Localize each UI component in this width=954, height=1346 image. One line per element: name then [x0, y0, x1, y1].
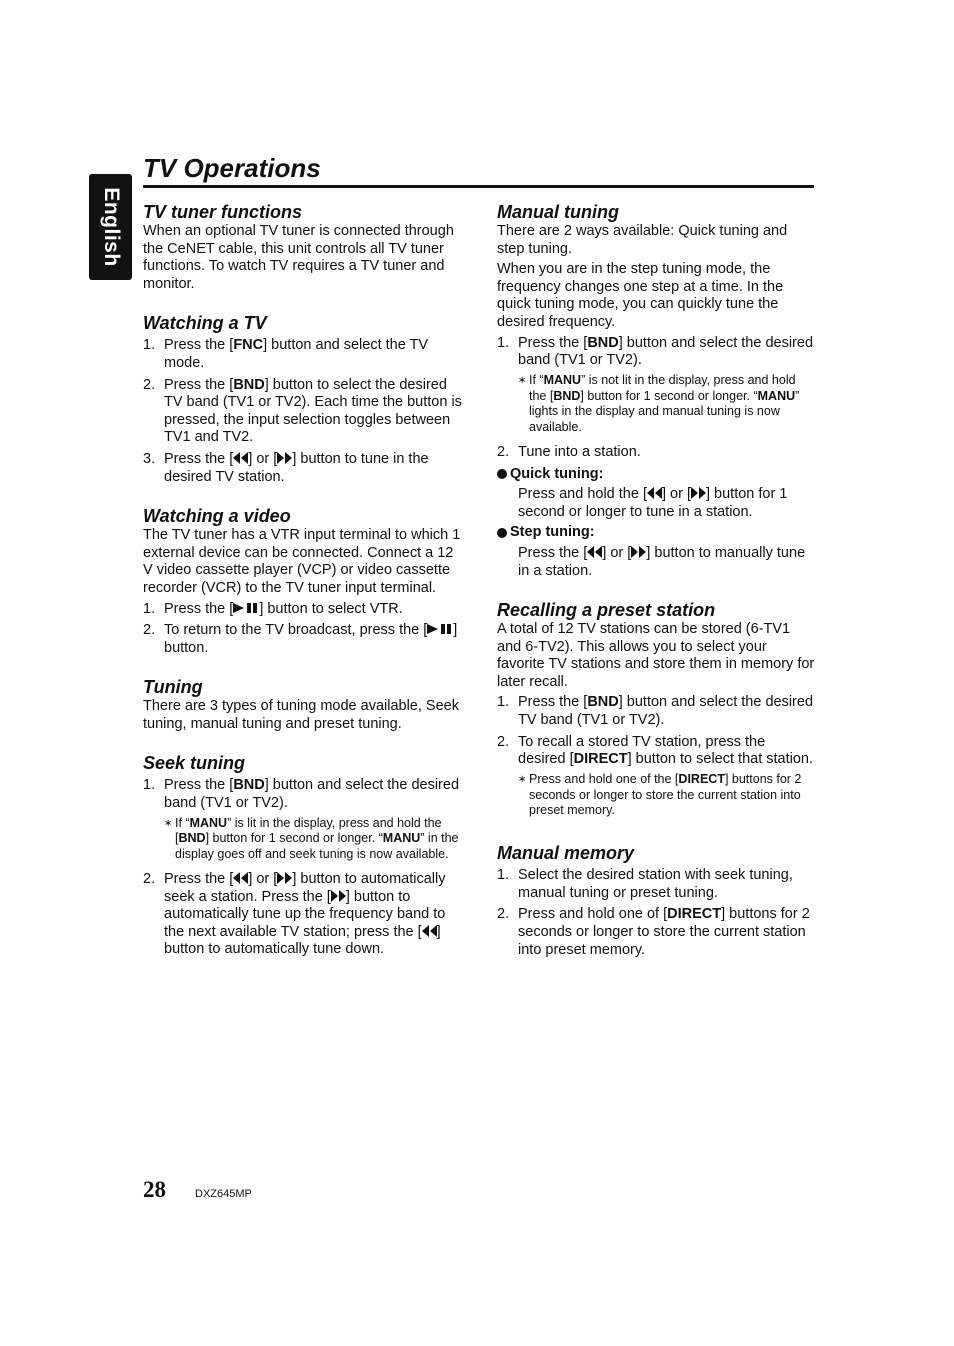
text: ] buttons for 2 seconds or longer to store the current station into preset memory.	[518, 906, 810, 958]
text: ] or [	[248, 871, 278, 888]
manu-indicator-label: MANU	[382, 831, 421, 846]
list-item	[497, 694, 815, 729]
section-body: There are 2 ways available: Quick tuning and step tuning.	[497, 223, 788, 257]
item-number: 3.	[143, 450, 156, 467]
item-number: 1.	[497, 334, 510, 351]
fast-forward-icon	[331, 890, 346, 902]
text: Press the [	[518, 334, 588, 351]
note-marker: ∗	[518, 374, 527, 386]
bnd-key-label: BND	[553, 388, 581, 403]
section-heading: Watching a TV	[143, 313, 267, 334]
list-item	[143, 622, 463, 657]
text: To recall a stored TV station, press the desired [	[518, 733, 766, 768]
direct-key-label: DIRECT	[573, 751, 628, 768]
section-tv-tuner-functions	[143, 201, 463, 293]
note	[164, 816, 463, 863]
text: Press the [	[164, 600, 234, 617]
text: Press and hold one of the [	[529, 771, 679, 786]
play-pause-icon	[427, 623, 453, 635]
section-body: There are 3 types of tuning mode available, Seek tuning, manual tuning and preset tuning.	[143, 698, 459, 732]
note	[518, 373, 815, 436]
text: ] button for 1 second or longer to tune in a station.	[518, 486, 788, 520]
text: ” is not lit in the display, press and hold the [	[529, 372, 796, 403]
note-marker: ∗	[164, 817, 173, 829]
text: If “	[529, 372, 544, 387]
text: ] or [	[661, 486, 691, 503]
text: Select the desired station with seek tuning, manual tuning or preset tuning.	[518, 867, 793, 901]
text: Step tuning:	[510, 524, 595, 541]
text: Press the [	[164, 450, 234, 467]
section-body: When you are in the step tuning mode, the frequency changes one step at a time. In the quick tuning mode, you can quickly tune the desired frequency.	[497, 261, 784, 330]
text: ] button and select the desired TV band (TV1 or TV2).	[518, 694, 814, 729]
fnc-key-label: FNC	[233, 337, 264, 354]
manu-indicator-label: MANU	[189, 815, 228, 830]
text: ] button to automatically seek a station. Press the [	[164, 871, 446, 905]
item-number: 1.	[143, 777, 156, 794]
list-item	[497, 734, 815, 824]
bnd-key-label: BND	[233, 777, 265, 794]
text: ] button and select the desired band (TV1 or TV2).	[518, 334, 814, 369]
manu-indicator-label: MANU	[543, 372, 582, 387]
note	[518, 772, 815, 819]
text: ” is lit in the display, press and hold the [	[175, 815, 442, 846]
bnd-key-label: BND	[587, 694, 619, 711]
section-manual-memory	[497, 842, 815, 959]
text: To return to the TV broadcast, press the [	[164, 622, 428, 639]
play-pause-icon	[233, 602, 259, 614]
list-item	[143, 377, 463, 447]
text: ] or [	[602, 544, 632, 561]
item-number: 2.	[143, 871, 156, 888]
language-tab-label: English	[99, 187, 123, 267]
text: ] button to select the desired TV band (TV1 or TV2). Each time the button is pressed, the input selection toggles between TV1 and TV2.	[164, 376, 462, 446]
text: ] button and select the TV mode.	[164, 337, 429, 371]
page-title: TV Operations	[143, 153, 321, 183]
text: Quick tuning:	[510, 465, 604, 482]
rewind-icon	[647, 487, 662, 499]
text: ] button to manually tune in a station.	[518, 544, 806, 579]
text: Press the [	[164, 871, 234, 888]
rewind-icon	[587, 546, 602, 558]
rewind-icon	[233, 872, 248, 884]
section-body: When an optional TV tuner is connected through the CeNET cable, this unit controls all TV tuner functions. To watch TV requires a TV tuner and monitor.	[143, 223, 454, 292]
fast-forward-icon	[631, 546, 646, 558]
section-body: The TV tuner has a VTR input terminal to which 1 external device can be connected. Connect a 12 V video cassette player (VCP) or video cassette recorder (VCR) to the TV tuner input terminal.	[143, 527, 461, 596]
item-number: 1.	[143, 600, 156, 617]
page-number: 28	[143, 1177, 166, 1202]
text: Press the [	[164, 376, 234, 393]
text: Press the [	[164, 777, 234, 794]
text: ] button to automatically tune up the frequency band to the next available TV station; press the [	[164, 888, 446, 940]
section-body: A total of 12 TV stations can be stored (6-TV1 and 6-TV2). This allows you to select your favorite TV stations and store them in memory for later recall.	[497, 621, 815, 690]
text: Press the [	[518, 694, 588, 711]
section-heading: TV tuner functions	[143, 202, 302, 222]
section-watching-a-tv	[143, 312, 463, 486]
item-number: 2.	[497, 733, 510, 750]
rewind-icon	[422, 925, 437, 937]
text: Press the [	[164, 337, 234, 354]
language-tab	[89, 174, 132, 280]
fast-forward-icon	[277, 872, 292, 884]
step-list	[497, 867, 815, 959]
note-marker: ∗	[518, 773, 527, 785]
list-item	[497, 444, 815, 462]
text: Tune into a station.	[518, 443, 641, 460]
text: Press and hold one of [	[518, 906, 668, 923]
section-heading: Manual tuning	[497, 202, 619, 222]
section-heading: Watching a video	[143, 506, 291, 527]
step-list	[143, 337, 463, 486]
item-number: 2.	[497, 906, 510, 923]
text: ] button to automatically tune down.	[164, 923, 441, 958]
text: ] button and select the desired band (TV1 or TV2).	[164, 777, 460, 812]
fast-forward-icon	[277, 452, 292, 464]
section-heading: Recalling a preset station	[497, 600, 716, 621]
step-list	[497, 694, 815, 823]
fast-forward-icon	[691, 487, 706, 499]
text: ] buttons for 2 seconds or longer to store the current station into preset memory.	[529, 771, 802, 818]
section-heading: Seek tuning	[143, 753, 246, 774]
text: ] button for 1 second or longer. “	[205, 831, 383, 846]
rewind-icon	[233, 452, 248, 464]
section-seek-tuning	[143, 752, 463, 959]
bnd-key-label: BND	[178, 831, 206, 846]
section-recalling-a-preset-station	[497, 599, 815, 823]
bullet-dot	[497, 528, 507, 538]
text: ” in the display goes off and seek tuning is now available.	[175, 831, 459, 862]
list-item	[143, 601, 463, 619]
title-rule	[143, 185, 814, 188]
quick-tuning-heading	[497, 466, 815, 484]
section-tuning	[143, 676, 463, 733]
manu-indicator-label: MANU	[757, 388, 796, 403]
bnd-key-label: BND	[233, 376, 265, 393]
item-number: 1.	[143, 337, 156, 354]
text: Press and hold the [	[518, 486, 647, 503]
list-item	[143, 777, 463, 867]
bullet-dot	[497, 469, 507, 479]
left-column	[143, 201, 463, 978]
section-manual-tuning	[497, 201, 815, 580]
text: ] or [	[248, 450, 278, 467]
item-number: 2.	[497, 443, 510, 460]
quick-tuning-body	[497, 486, 815, 521]
list-item	[143, 871, 463, 959]
step-tuning-heading	[497, 524, 815, 542]
right-column	[497, 201, 815, 978]
text: ” lights in the display and manual tuning is now available.	[529, 388, 800, 435]
model-number: DXZ645MP	[195, 1188, 252, 1200]
text: ] button for 1 second or longer. “	[580, 388, 758, 403]
direct-key-label: DIRECT	[667, 906, 722, 923]
step-list	[143, 601, 463, 658]
list-item	[497, 335, 815, 440]
section-heading: Tuning	[143, 677, 203, 698]
list-item	[143, 451, 463, 486]
section-watching-a-video	[143, 505, 463, 657]
text: If “	[175, 815, 190, 830]
text: Press the [	[518, 544, 588, 561]
text: ] button to tune in the desired TV station.	[164, 450, 429, 485]
bnd-key-label: BND	[587, 334, 619, 351]
list-item	[497, 867, 815, 902]
text: ] button to select VTR.	[259, 600, 403, 617]
item-number: 2.	[143, 376, 156, 393]
text: ] button.	[164, 622, 458, 656]
item-number: 1.	[497, 867, 510, 884]
step-list	[143, 777, 463, 959]
step-tuning-body	[497, 545, 815, 580]
step-list	[497, 335, 815, 462]
list-item	[497, 906, 815, 959]
item-number: 1.	[497, 694, 510, 711]
section-heading: Manual memory	[497, 843, 635, 864]
item-number: 2.	[143, 622, 156, 639]
direct-key-label: DIRECT	[678, 771, 725, 786]
text: ] button to select that station.	[627, 751, 814, 768]
list-item	[143, 337, 463, 372]
